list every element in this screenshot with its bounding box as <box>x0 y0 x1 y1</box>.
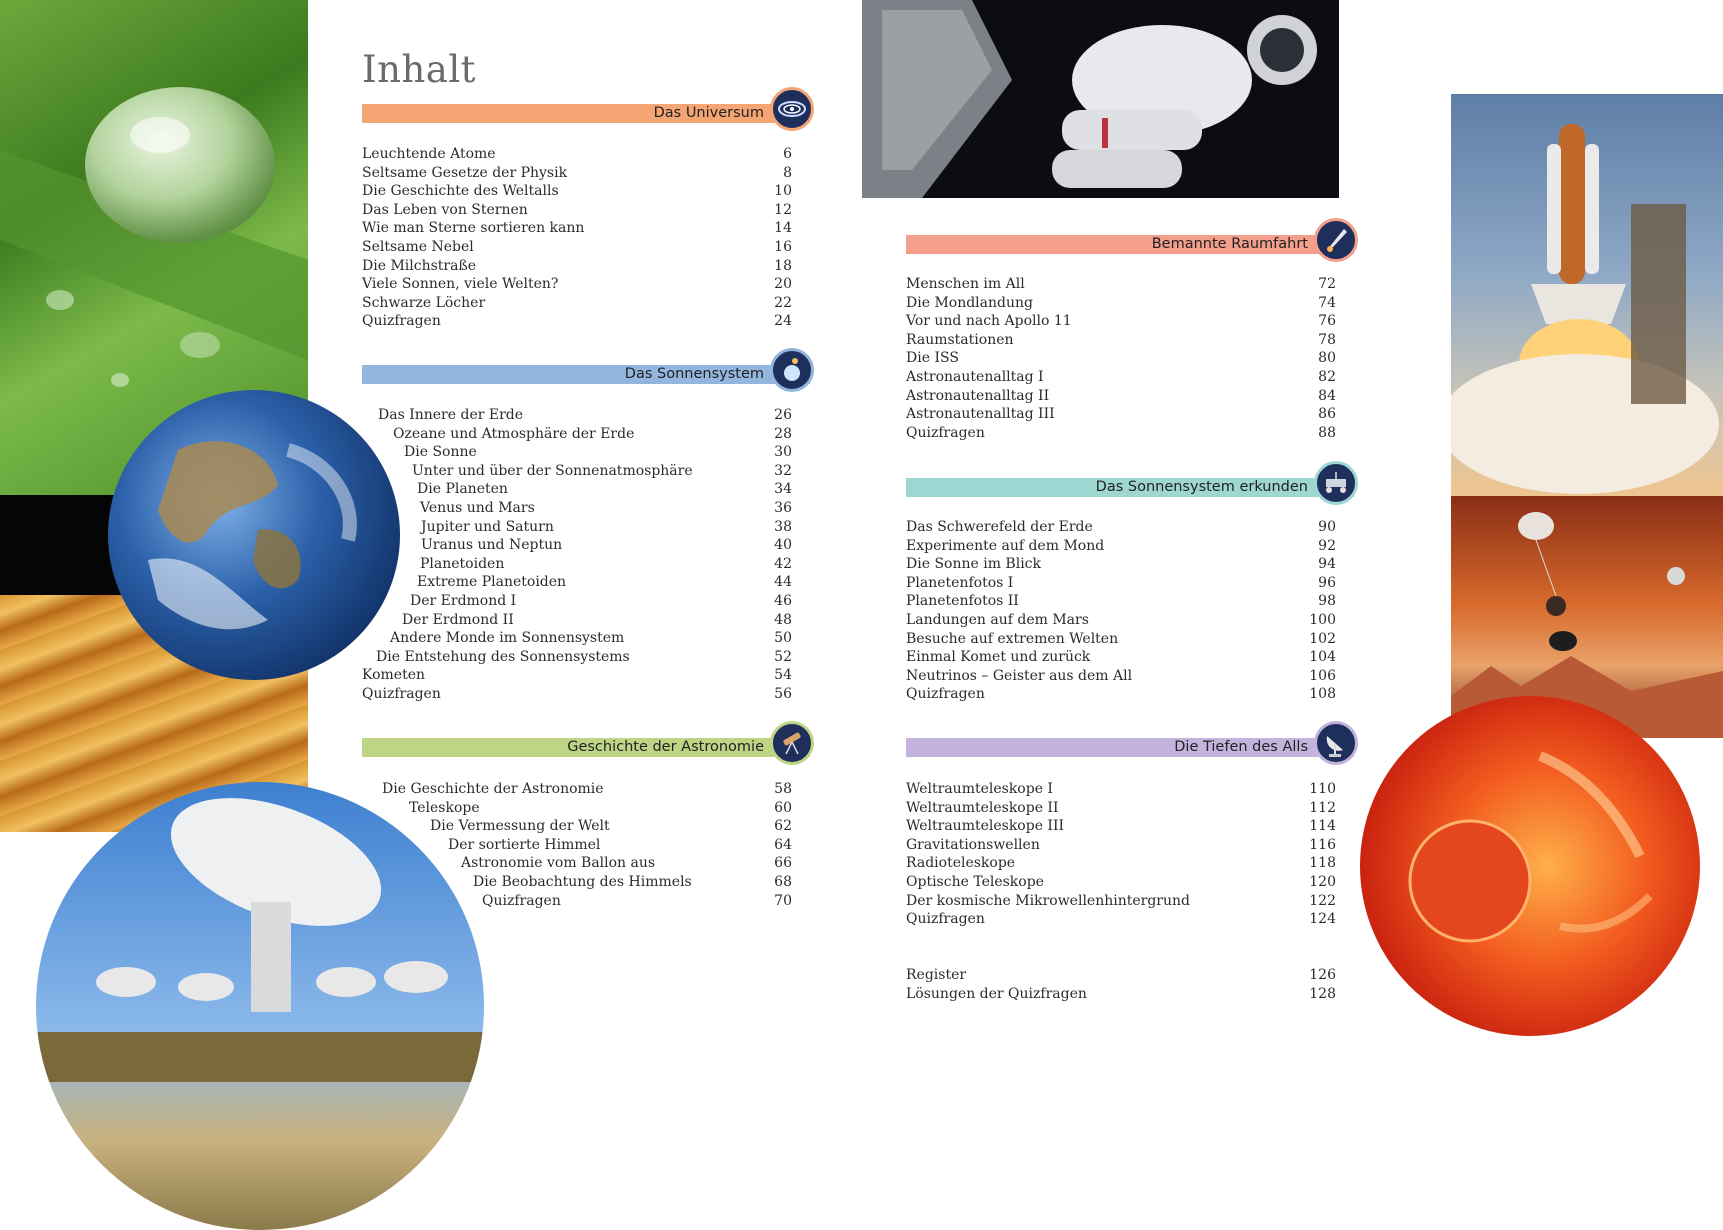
toc-entry[interactable]: Die Planeten 34 <box>417 481 792 498</box>
toc-entry[interactable]: Quizfragen 56 <box>362 685 792 702</box>
page-title: Inhalt <box>362 48 477 91</box>
toc-entry[interactable]: Die Entstehung des Sonnensystems 52 <box>376 648 792 665</box>
section-title: Das Sonnensystem <box>624 366 764 382</box>
astronaut-graphic <box>862 0 1339 198</box>
toc-entry[interactable]: Der Erdmond II 48 <box>402 611 792 628</box>
astronaut-photo <box>862 0 1339 198</box>
planet-icon <box>770 348 814 392</box>
toc-entry[interactable]: Einmal Komet und zurück 104 <box>906 649 1336 666</box>
section-band-tiefen <box>906 738 1354 757</box>
toc-entry[interactable]: Die ISS 80 <box>906 350 1336 367</box>
toc-entry[interactable]: Das Schwerefeld der Erde 90 <box>906 519 1336 535</box>
toc-entry[interactable]: Weltraumteleskope I 110 <box>906 781 1336 797</box>
toc-entry[interactable]: Menschen im All 72 <box>906 276 1336 292</box>
toc-entry[interactable]: Raumstationen 78 <box>906 331 1336 348</box>
toc-entry[interactable]: Viele Sonnen, viele Welten? 20 <box>362 276 792 293</box>
section-title: Die Tiefen des Alls <box>1174 739 1308 755</box>
toc-entry[interactable]: Kometen 54 <box>362 667 792 684</box>
telescope-icon <box>770 721 814 765</box>
toc-entry[interactable]: Leuchtende Atome 6 <box>362 146 792 162</box>
toc-entry[interactable]: Astronomie vom Ballon aus 66 <box>461 855 792 872</box>
galaxy-icon <box>770 87 814 131</box>
toc-entry[interactable]: Unter und über der Sonnenatmosphäre 32 <box>412 462 792 479</box>
toc-entry[interactable]: Astronautenalltag III 86 <box>906 406 1336 423</box>
toc-entry[interactable]: Experimente auf dem Mond 92 <box>906 537 1336 554</box>
sun-photo <box>1360 696 1700 1036</box>
toc-entry[interactable]: Astronautenalltag II 84 <box>906 387 1336 404</box>
toc-list-erkunden <box>906 518 1336 704</box>
toc-entry[interactable]: Die Geschichte der Astronomie 58 <box>382 781 792 797</box>
section-band-universum <box>362 104 810 123</box>
section-title: Das Universum <box>653 105 764 121</box>
toc-entry[interactable]: Teleskope 60 <box>409 799 792 816</box>
toc-entry[interactable]: Die Sonne 30 <box>404 444 792 461</box>
toc-entry[interactable]: Planetoiden 42 <box>420 555 792 572</box>
toc-entry[interactable]: Astronautenalltag I 82 <box>906 368 1336 385</box>
toc-entry[interactable]: Die Beobachtung des Himmels 68 <box>473 873 792 890</box>
toc-entry[interactable]: Ozeane und Atmosphäre der Erde 28 <box>393 425 792 442</box>
toc-list-appendix <box>906 966 1336 1003</box>
toc-entry[interactable]: Gravitationswellen 116 <box>906 836 1336 853</box>
toc-entry[interactable]: Weltraumteleskope II 112 <box>906 799 1336 816</box>
toc-list-universum <box>362 145 792 331</box>
toc-entry[interactable]: Die Vermessung der Welt 62 <box>430 818 792 835</box>
toc-entry[interactable]: Optische Teleskope 120 <box>906 873 1336 890</box>
toc-list-raumfahrt <box>906 275 1336 442</box>
toc-entry[interactable]: Die Geschichte des Weltalls 10 <box>362 183 792 200</box>
toc-entry[interactable]: Quizfragen 70 <box>482 892 792 909</box>
section-band-sonnensystem <box>362 365 810 384</box>
toc-entry[interactable]: Register 126 <box>906 967 1336 983</box>
toc-entry[interactable]: Lösungen der Quizfragen 128 <box>906 985 1336 1002</box>
section-title: Bemannte Raumfahrt <box>1151 236 1308 252</box>
section-title: Geschichte der Astronomie <box>567 739 764 755</box>
toc-entry[interactable]: Vor und nach Apollo 11 76 <box>906 313 1336 330</box>
toc-entry[interactable]: Radioteleskope 118 <box>906 855 1336 872</box>
toc-entry[interactable]: Der kosmische Mikrowellenhintergrund 122 <box>906 892 1336 909</box>
toc-entry[interactable]: Landungen auf dem Mars 100 <box>906 611 1336 628</box>
earth-graphic <box>108 390 400 680</box>
section-band-astronomie <box>362 738 810 757</box>
toc-entry[interactable]: Uranus und Neptun 40 <box>421 537 792 554</box>
toc-entry[interactable]: Extreme Planetoiden 44 <box>417 574 792 591</box>
toc-entry[interactable]: Der sortierte Himmel 64 <box>448 836 792 853</box>
toc-entry[interactable]: Neutrinos – Geister aus dem All 106 <box>906 667 1336 684</box>
earth-photo <box>108 390 400 680</box>
rocket-icon <box>1314 218 1358 262</box>
toc-list-astronomie <box>362 780 792 910</box>
toc-list-sonnensystem <box>362 406 792 704</box>
sun-graphic <box>1360 696 1700 1036</box>
toc-entry[interactable]: Besuche auf extremen Welten 102 <box>906 630 1336 647</box>
section-band-raumfahrt <box>906 235 1354 254</box>
toc-entry[interactable]: Planetenfotos II 98 <box>906 593 1336 610</box>
toc-entry[interactable]: Quizfragen 24 <box>362 313 792 330</box>
toc-entry[interactable]: Die Milchstraße 18 <box>362 257 792 274</box>
toc-entry[interactable]: Jupiter und Saturn 38 <box>421 518 792 535</box>
toc-entry[interactable]: Andere Monde im Sonnensystem 50 <box>390 630 792 647</box>
rover-icon <box>1314 461 1358 505</box>
toc-entry[interactable]: Wie man Sterne sortieren kann 14 <box>362 220 792 237</box>
shuttle-graphic <box>1451 94 1723 496</box>
toc-list-tiefen <box>906 780 1336 929</box>
toc-entry[interactable]: Planetenfotos I 96 <box>906 574 1336 591</box>
toc-entry[interactable]: Seltsame Gesetze der Physik 8 <box>362 164 792 181</box>
satellite-dish-icon <box>1314 721 1358 765</box>
toc-entry[interactable]: Die Mondlandung 74 <box>906 294 1336 311</box>
toc-entry[interactable]: Seltsame Nebel 16 <box>362 238 792 255</box>
toc-entry[interactable]: Die Sonne im Blick 94 <box>906 556 1336 573</box>
toc-entry[interactable]: Quizfragen 108 <box>906 686 1336 703</box>
toc-entry[interactable]: Quizfragen 124 <box>906 911 1336 928</box>
toc-entry[interactable]: Weltraumteleskope III 114 <box>906 818 1336 835</box>
shuttle-launch-photo <box>1451 94 1723 496</box>
toc-entry[interactable]: Der Erdmond I 46 <box>410 592 792 609</box>
toc-entry[interactable]: Das Innere der Erde 26 <box>378 407 792 423</box>
toc-entry[interactable]: Quizfragen 88 <box>906 424 1336 441</box>
toc-entry[interactable]: Venus und Mars 36 <box>420 499 792 516</box>
section-title: Das Sonnensystem erkunden <box>1095 479 1308 495</box>
section-band-erkunden <box>906 478 1354 497</box>
toc-entry[interactable]: Das Leben von Sternen 12 <box>362 201 792 218</box>
toc-entry[interactable]: Schwarze Löcher 22 <box>362 294 792 311</box>
